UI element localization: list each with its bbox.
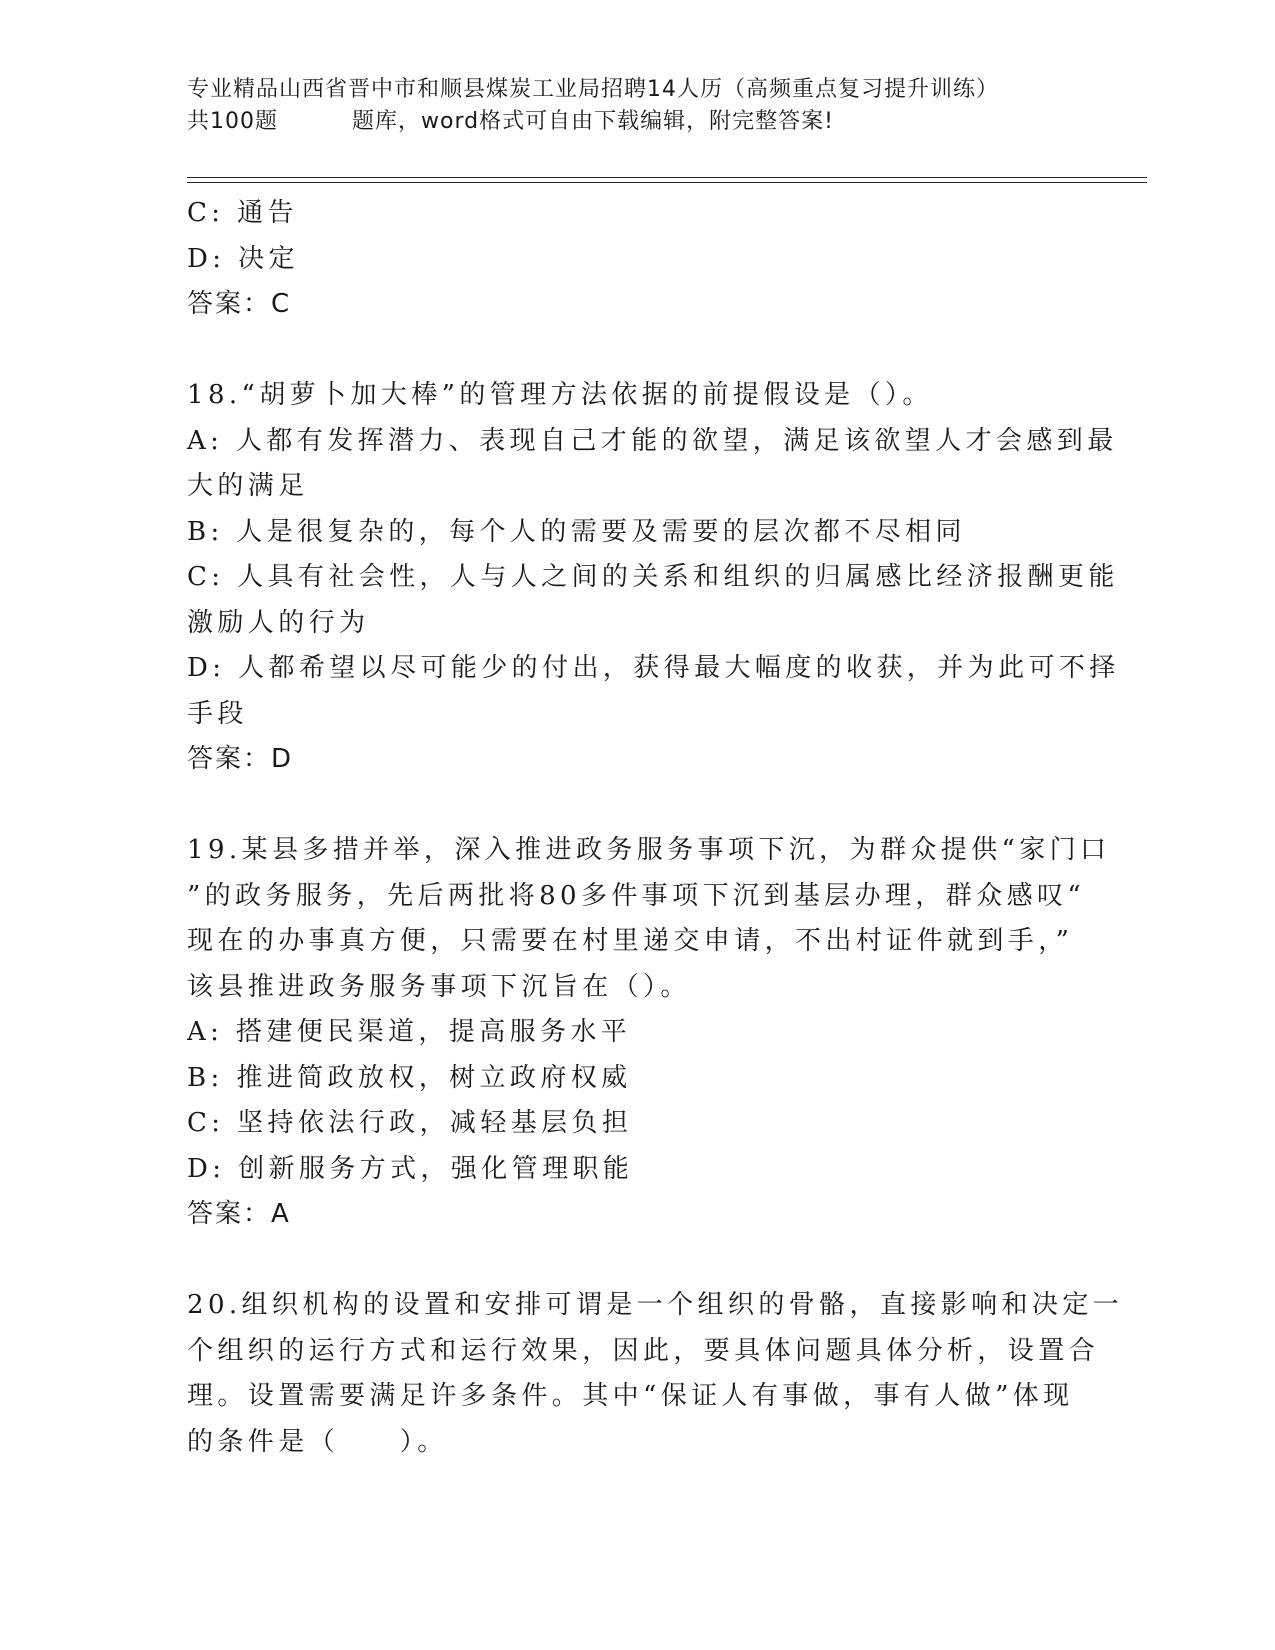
document-body: [187, 191, 1124, 1465]
header-description: 题库，word格式可自由下载编辑，附完整答案!: [352, 109, 834, 134]
header-divider-top: [187, 177, 1147, 178]
header-divider-bottom: [187, 182, 1147, 183]
question-stem-continued: 该县推进政务服务事项下沉旨在（）。: [187, 971, 691, 1002]
question-18: [187, 373, 1120, 783]
header-title-line: 专业精品山西省晋中市和顺县煤炭工业局招聘14人历（高频重点复习提升训练）: [187, 77, 999, 102]
question-stem-continued: 的条件是（ ）。: [187, 1426, 448, 1457]
question-stem-continued: 个组织的运行方式和运行效果，因此，要具体问题具体分析，设置合: [187, 1335, 1100, 1366]
option-c: C: 人具有社会性，人与人之间的关系和组织的归属感比经济报酬更能: [187, 562, 1119, 592]
page-header: [187, 74, 1147, 138]
question-stem: 19.某县多措并举，深入推进政务服务事项下沉，为群众提供“家门口: [187, 835, 1111, 865]
option-b: B: 推进简政放权，树立政府权威: [187, 1062, 632, 1093]
option-d-continued: 手段: [187, 698, 248, 729]
question-stem: 20.组织机构的设置和安排可谓是一个组织的骨骼，直接影响和决定一: [187, 1290, 1124, 1320]
question-stem-continued: 理。设置需要满足许多条件。其中“保证人有事做，事有人做”体现: [187, 1381, 1074, 1411]
answer-line: 答案：C: [187, 289, 292, 319]
header-subtitle-line: [187, 106, 1147, 138]
option-d: D: 创新服务方式，强化管理职能: [187, 1153, 634, 1184]
question-20: [187, 1283, 1124, 1465]
answer-line: 答案：D: [187, 744, 294, 774]
option-a-continued: 大的满足: [187, 471, 309, 501]
option-b: B: 人是很复杂的，每个人的需要及需要的层次都不尽相同: [187, 516, 966, 547]
option-a: A: 搭建便民渠道，提高服务水平: [187, 1017, 632, 1047]
option-c-continued: 激励人的行为: [187, 607, 370, 638]
header-question-count: 共100题: [187, 109, 278, 134]
question-19: [187, 828, 1111, 1238]
option-d: D: 人都希望以尽可能少的付出，获得最大幅度的收获，并为此可不择: [187, 653, 1120, 683]
question-stem-continued: ”的政务服务，先后两批将80多件事项下沉到基层办理，群众感叹“: [187, 880, 1086, 911]
option-d: D: 决定: [187, 243, 299, 274]
question-17-tail: [187, 191, 1077, 328]
answer-line: 答案：A: [187, 1199, 291, 1229]
question-stem: 18.“胡萝卜加大棒”的管理方法依据的前提假设是（）。: [187, 380, 933, 410]
option-c: C: 通告: [187, 198, 298, 228]
question-stem-continued: 现在的办事真方便，只需要在村里递交申请，不出村证件就到手，”: [187, 926, 1074, 956]
option-a: A: 人都有发挥潜力、表现自己才能的欲望，满足该欲望人才会感到最: [187, 425, 1118, 456]
option-c: C: 坚持依法行政，减轻基层负担: [187, 1108, 633, 1138]
